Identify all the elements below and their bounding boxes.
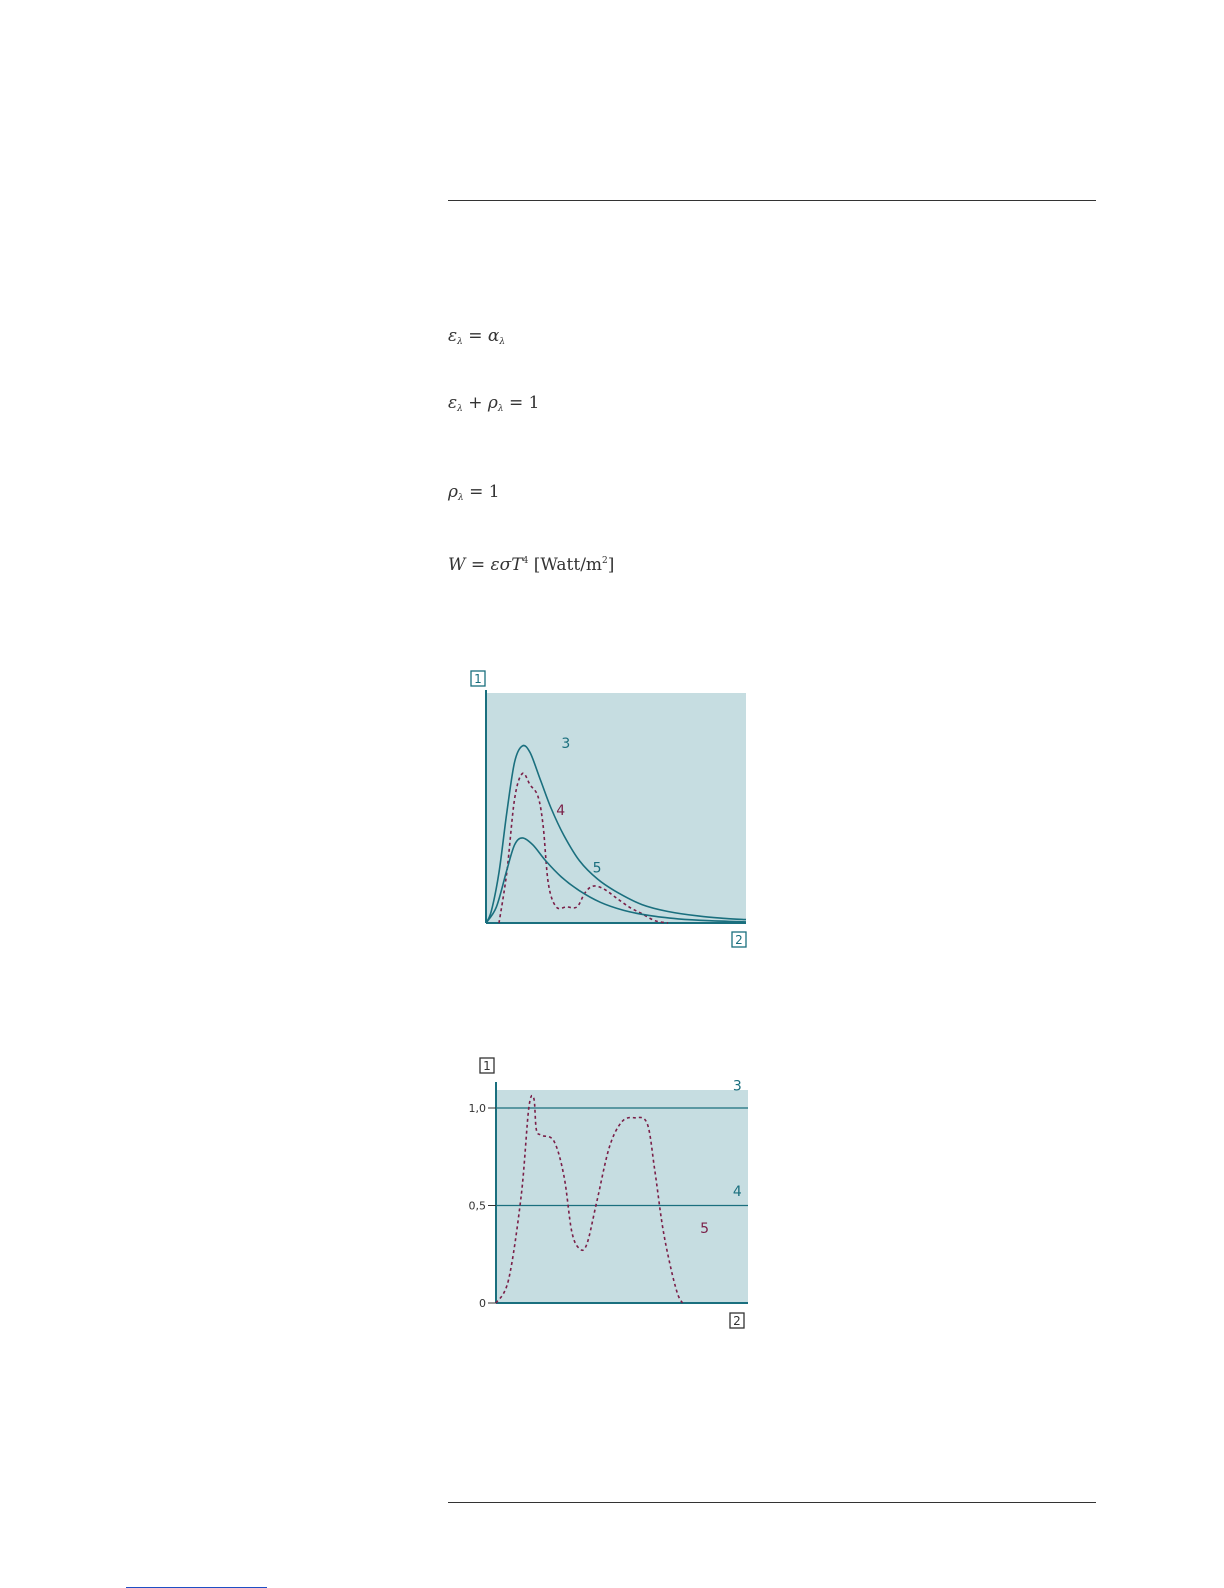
- unit-bracket: ]: [607, 555, 615, 575]
- lambda-subscript: λ: [497, 404, 504, 414]
- lambda-subscript: λ: [458, 493, 464, 503]
- series-4-label: 4: [732, 1183, 742, 1200]
- exponent-four: 4: [522, 556, 529, 566]
- figure-spectral-emissivity: [448, 1040, 778, 1360]
- epsilon-sigma-t: εσT: [490, 555, 523, 575]
- x-axis-marker: 2: [733, 1314, 741, 1328]
- series-3-label: 3: [561, 736, 571, 753]
- y-tick-label: 1,0: [468, 1102, 486, 1115]
- plot-area: [486, 693, 746, 923]
- y-tick-label: 0,5: [468, 1199, 486, 1213]
- plus-sign: +: [462, 393, 488, 413]
- equals-sign: =: [465, 555, 491, 575]
- equals-one: = 1: [503, 393, 540, 413]
- lambda-subscript: λ: [499, 337, 506, 347]
- rho-symbol: ρ: [448, 482, 458, 502]
- lambda-subscript: λ: [457, 337, 463, 347]
- w-symbol: W: [448, 555, 466, 575]
- header-rule: [448, 200, 1096, 201]
- series-5-label: 5: [700, 1220, 710, 1237]
- plot-area: [496, 1090, 748, 1303]
- footer-rule: [448, 1502, 1096, 1503]
- y-axis-marker: 1: [474, 672, 482, 686]
- figure-spectral-emittance: [448, 645, 778, 965]
- epsilon-symbol: ε: [448, 393, 458, 413]
- unit-label: [Watt/m: [528, 555, 603, 575]
- equals-one: = 1: [463, 482, 500, 502]
- series-3-label: 3: [732, 1078, 742, 1095]
- y-axis-marker: 1: [483, 1059, 491, 1073]
- chart-spectral-emittance: [448, 645, 778, 965]
- y-tick-label: 0: [479, 1297, 486, 1310]
- alpha-symbol: α: [487, 326, 500, 346]
- equation-emissivity-reflectance-sum: [448, 393, 540, 414]
- epsilon-symbol: ε: [448, 326, 458, 346]
- equation-emissivity-absorptance: [448, 326, 505, 347]
- series-5-label: 5: [592, 860, 602, 877]
- series-4-label: 4: [556, 802, 566, 819]
- equation-stefan-boltzmann: [448, 555, 614, 575]
- chart-spectral-emissivity: [448, 1040, 778, 1340]
- unit-exponent: 2: [602, 556, 608, 566]
- equation-reflectance-one: [448, 482, 500, 503]
- x-axis-marker: 2: [735, 933, 743, 947]
- equals-sign: =: [462, 326, 488, 346]
- lambda-subscript: λ: [457, 404, 463, 414]
- rho-symbol: ρ: [487, 393, 498, 413]
